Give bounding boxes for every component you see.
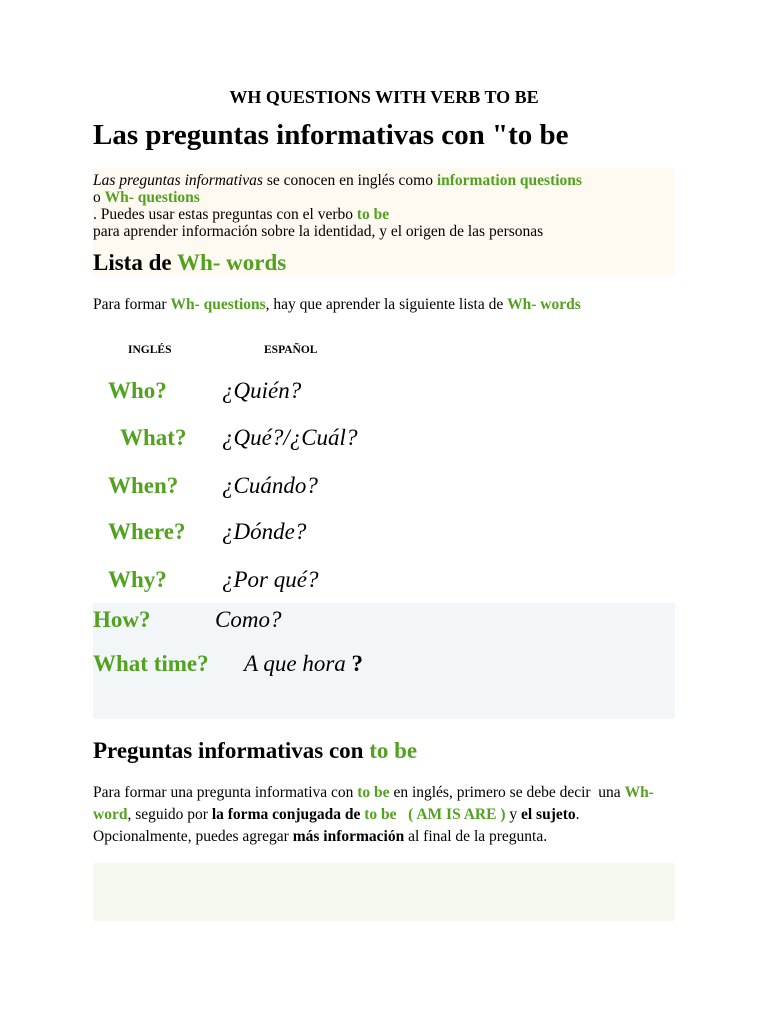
- heading-text: Preguntas informativas con: [93, 738, 370, 763]
- intro-line-3: [93, 206, 389, 223]
- word-row: [93, 650, 675, 678]
- spanish-translation: Como?: [215, 607, 282, 632]
- highlight-term: Wh- questions: [104, 189, 200, 206]
- column-header-spanish: ESPAÑOL: [264, 344, 318, 356]
- english-word: When?: [108, 473, 179, 498]
- paragraph-text: Opcionalmente, puedes agregar: [93, 828, 293, 845]
- heading-term: to be: [369, 738, 418, 763]
- intro-line-2: [93, 189, 200, 206]
- spanish-translation: ¿Por qué?: [222, 567, 319, 592]
- english-word: What time?: [93, 651, 209, 676]
- intro-line-1: [93, 172, 582, 189]
- paragraph-text: .: [575, 806, 580, 823]
- word-row: [93, 606, 675, 634]
- highlight-term: Wh- words: [507, 296, 581, 313]
- question-mark: ?: [351, 651, 364, 676]
- bold-phrase: el sujeto: [521, 806, 576, 823]
- word-list-heading: [93, 249, 286, 277]
- word-row: [0, 377, 768, 405]
- spanish-translation: A que hora: [244, 651, 346, 676]
- highlight-term: to be: [357, 784, 390, 801]
- lead-text: Para formar: [93, 296, 171, 313]
- english-word: Why?: [108, 567, 167, 592]
- heading-term: Wh- words: [176, 250, 287, 275]
- word-row: [0, 472, 768, 500]
- word-list-lead: [93, 296, 581, 313]
- intro-line-4: para aprender información sobre la identidad, y el origen de las personas: [93, 223, 544, 240]
- heading-text: Lista de: [93, 250, 177, 275]
- italic-phrase: Las preguntas informativas: [93, 172, 263, 189]
- formation-line-3: [93, 826, 547, 848]
- highlight-term: information questions: [436, 172, 582, 189]
- main-heading: Las preguntas informativas con "to be: [93, 119, 569, 151]
- paragraph-text: , seguido por: [127, 806, 212, 823]
- example-box: [93, 863, 675, 921]
- lead-text: , hay que aprender la siguiente lista de: [265, 296, 508, 313]
- document-title: WH QUESTIONS WITH VERB TO BE: [229, 87, 539, 107]
- bold-phrase: más información: [292, 828, 405, 845]
- word-row: [0, 518, 768, 546]
- paragraph-text: Para formar una pregunta informativa con: [93, 784, 358, 801]
- intro-text: o: [93, 189, 105, 206]
- spanish-translation-group: [244, 650, 363, 678]
- english-word: How?: [93, 607, 151, 632]
- highlight-term: Wh-: [624, 784, 654, 801]
- intro-text: se conocen en inglés como: [262, 172, 437, 189]
- english-word: Where?: [108, 519, 186, 544]
- english-word: Who?: [108, 378, 167, 403]
- word-row: [0, 424, 768, 452]
- highlight-term: to be ( AM IS ARE ): [364, 806, 506, 823]
- highlighted-word-box: [93, 603, 675, 719]
- spanish-translation: ¿Dónde?: [222, 519, 307, 544]
- formation-line-1: [93, 782, 654, 804]
- spanish-translation: ¿Quién?: [222, 378, 302, 403]
- bold-phrase: la forma conjugada de: [211, 806, 365, 823]
- formation-line-2: [93, 804, 580, 826]
- intro-text: . Puedes usar estas preguntas con el verbo: [93, 206, 357, 223]
- highlight-term: Wh- questions: [170, 296, 266, 313]
- intro-section: [93, 168, 675, 275]
- column-header-english: INGLÉS: [128, 344, 172, 356]
- paragraph-text: en inglés, primero se debe decir una: [389, 784, 625, 801]
- english-word: What?: [120, 425, 187, 450]
- spanish-translation: ¿Qué?/¿Cuál?: [222, 425, 358, 450]
- spanish-translation: ¿Cuándo?: [222, 473, 318, 498]
- formation-heading: [93, 737, 417, 765]
- paragraph-text: y: [505, 806, 521, 823]
- paragraph-text: al final de la pregunta.: [404, 828, 548, 845]
- word-row: [0, 566, 768, 594]
- highlight-term: word: [93, 806, 128, 823]
- highlight-term: to be: [356, 206, 390, 223]
